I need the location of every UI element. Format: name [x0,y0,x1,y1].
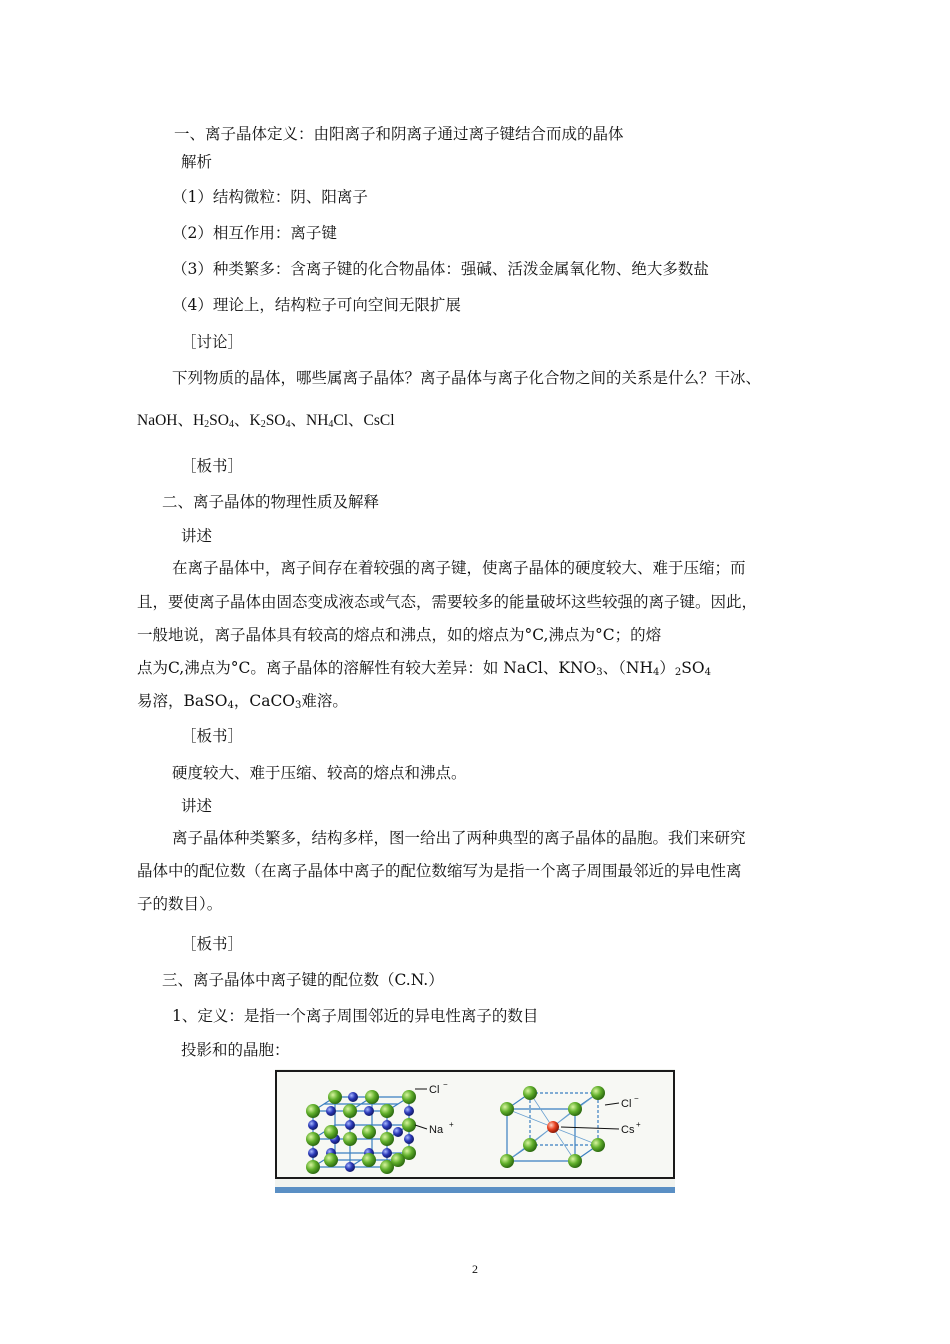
label-blackboard-3: ［板书］ [181,935,244,953]
paragraph2-line-1: 离子晶体种类繁多，结构多样，图一给出了两种典型的离子晶体的晶胞。我们来研究 [172,829,746,847]
item-variety: （3）种类繁多：含离子键的化合物晶体：强碱、活泼金属氧化物、绝大多数盐 [172,260,709,278]
heading-physical-properties: 二、离子晶体的物理性质及解释 [162,493,380,511]
discussion-question: 下列物质的晶体，哪些属离子晶体？离子晶体与离子化合物之间的关系是什么？干冰、 [172,369,762,387]
label-discussion: ［讨论］ [181,333,244,351]
cl-label-right: Cl [621,1098,632,1110]
svg-text:+: + [449,1120,454,1129]
label-projection: 投影和的晶胞： [181,1041,290,1059]
blackboard-summary: 硬度较大、难于压缩、较高的熔点和沸点。 [172,764,467,782]
cs-label: Cs [621,1124,635,1136]
na-label: Na [429,1124,444,1136]
cl-label-left: Cl [429,1084,440,1096]
paragraph-line-4: 点为C,沸点为°C。离子晶体的溶解性有较大差异：如 NaCl、$KNO_3$、$(NH_4)_2SO_4$ [137,659,711,678]
label-narration-1: 讲述 [181,527,213,545]
heading-definition: 一、离子晶体定义：由阳离子和阴离子通过离子键结合而成的晶体 [174,125,624,143]
label-blackboard-2: ［板书］ [181,727,244,745]
paragraph-line-5: 易溶，BaSO$_4$，CaCO$_3$难溶。 [137,692,348,711]
page-number: 2 [472,1262,478,1276]
label-analysis: 解析 [181,153,213,171]
item-theory: （4）理论上，结构粒子可向空间无限扩展 [172,296,461,314]
svg-text:+: + [636,1120,641,1129]
paragraph2-line-3: 子的数目）。 [137,895,223,913]
item-structure: （1）结构微粒：阴、阳离子 [172,188,368,206]
formula-line: NaOH、$H_2SO_4$、$K_2SO_4$、$NH_4Cl$、CsCl [137,412,395,430]
heading-coordination: 三、离子晶体中离子键的配位数（C.N.） [162,971,444,989]
definition-item: 1、定义：是指一个离子周围邻近的异电性离子的数目 [172,1007,539,1025]
label-blackboard-1: ［板书］ [181,457,244,475]
paragraph-line-1: 在离子晶体中，离子间存在着较强的离子键，使离子晶体的硬度较大、难于压缩；而 [172,559,746,577]
paragraph2-line-2: 晶体中的配位数（在离子晶体中离子的配位数缩写为是指一个离子周围最邻近的异电性离 [137,862,742,880]
svg-text:−: − [443,1080,448,1089]
item-interaction: （2）相互作用：离子键 [172,224,337,242]
cs-ion [547,1121,559,1133]
paragraph-line-2: 且，要使离子晶体由固态变成液态或气态，需要较多的能量破坏这些较强的离子键。因此， [137,593,758,611]
label-narration-2: 讲述 [181,797,213,815]
svg-text:−: − [634,1094,639,1103]
paragraph-line-3: 一般地说，离子晶体具有较高的熔点和沸点，如的熔点为°C,沸点为°C；的熔 [137,626,662,644]
crystal-cell-figure [275,1069,675,1193]
